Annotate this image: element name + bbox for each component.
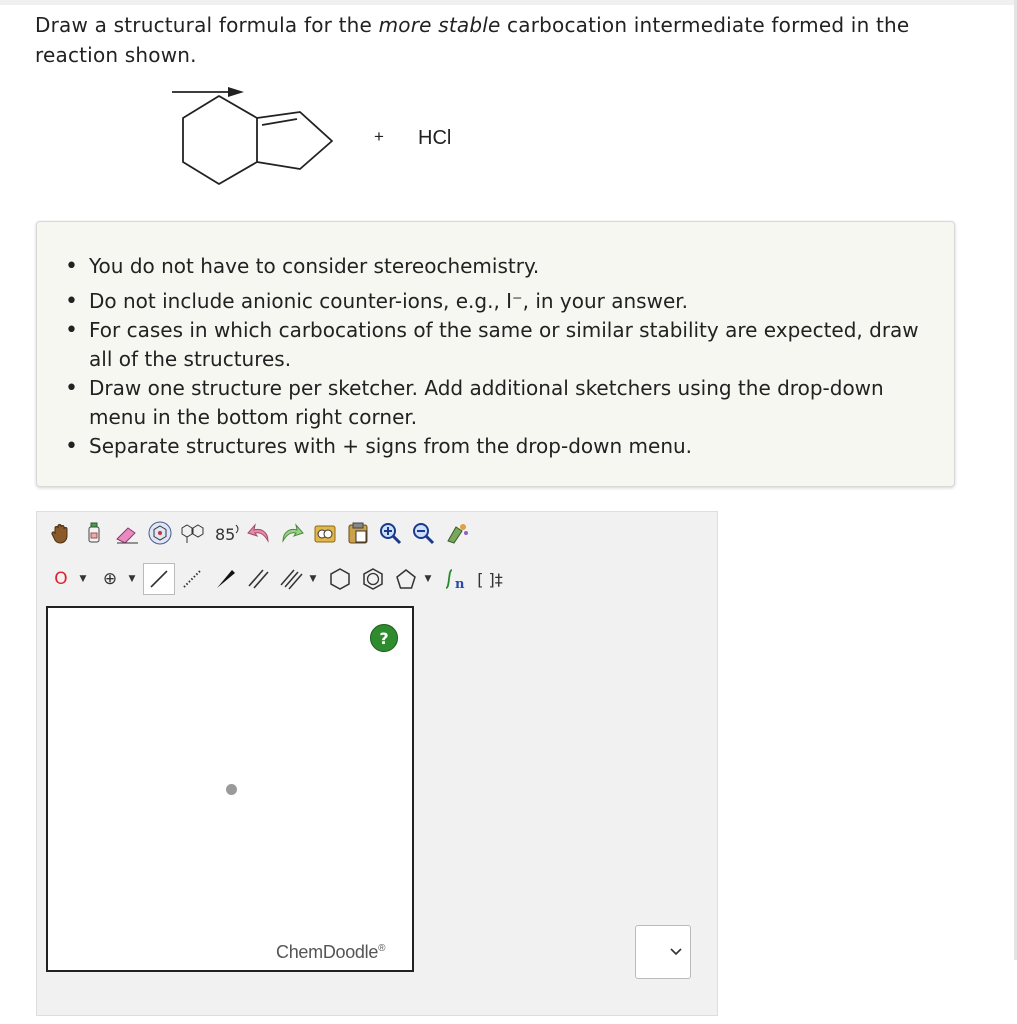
zoom-out-icon[interactable] [408,517,440,549]
bond-dropdown-icon[interactable]: ▼ [309,574,317,584]
instruction-item: • Separate structures with + signs from the drop-down menu. [89,432,919,461]
chain-template-icon[interactable] [177,517,209,549]
chemdoodle-brand [276,942,385,963]
question-text [35,10,965,70]
question-part1: Draw a structural formula for the [35,13,373,37]
plus-sign: + [374,127,384,146]
toolbar-row-1 [45,516,474,550]
cyclohexane-icon[interactable] [324,563,356,595]
instructions-panel [36,221,955,487]
toolbar-row-2 [45,562,509,596]
charge-button[interactable] [94,563,126,595]
atom-label-text: O [54,569,68,589]
benzene-icon[interactable] [357,563,389,595]
dashed-bond-icon[interactable] [176,563,208,595]
svg-text:85: 85 [215,525,236,544]
instructions-list [89,252,919,461]
top-strip [0,0,1017,5]
bracket-charge-button[interactable] [472,563,508,595]
clean-icon[interactable] [441,517,473,549]
instruction-item: • For cases in which carbocations of the same or similar stability are expected, draw all of the structures. [89,316,919,374]
undo-icon[interactable] [243,517,275,549]
chemdoodle-sketcher [36,511,718,1016]
instruction-item: • Do not include anionic counter-ions, e.g., I⁻, in your answer. [89,287,919,316]
bracket-label-text: [ ]‡ [477,569,503,589]
template-85-icon[interactable] [210,517,242,549]
add-sketcher-select[interactable] [635,925,691,979]
triple-bond-icon[interactable] [275,563,307,595]
eraser-icon[interactable] [111,517,143,549]
brand-mark: ® [378,943,386,954]
instruction-item: • Draw one structure per sketcher. Add additional sketchers using the drop-down menu in the bottom right corner. [89,374,919,432]
reaction-arrow [170,85,246,99]
cursor-dot [226,784,237,795]
copy-icon[interactable] [309,517,341,549]
question-part2: carbocation intermediate formed in the reaction shown. [35,13,910,67]
reagent-label: HCl [418,127,452,149]
reactant-structure [170,85,350,195]
single-bond-icon[interactable] [143,563,175,595]
paste-icon[interactable] [342,517,374,549]
hand-icon[interactable] [45,517,77,549]
charge-label-text: ⊕ [102,569,118,589]
reaction-scheme [170,85,590,195]
brand-text: ChemDoodle [276,942,379,962]
svg-text:n: n [455,577,465,592]
help-button[interactable]: ? [370,624,398,652]
instruction-item: • You do not have to consider stereochemistry. [89,252,919,281]
ring-template-icon[interactable] [144,517,176,549]
double-bond-icon[interactable] [242,563,274,595]
wedge-bond-icon[interactable] [209,563,241,595]
atom-label-button[interactable] [45,563,77,595]
erase-bottle-icon[interactable] [78,517,110,549]
chevron-down-icon [670,947,682,957]
drawing-canvas[interactable] [46,606,414,972]
atom-dropdown-icon[interactable]: ▼ [79,574,87,584]
zoom-in-icon[interactable] [375,517,407,549]
charge-dropdown-icon[interactable]: ▼ [128,574,136,584]
repeat-unit-icon[interactable] [439,563,471,595]
cyclopentane-icon[interactable] [390,563,422,595]
ring-dropdown-icon[interactable]: ▼ [424,574,432,584]
question-emphasis: more stable [378,13,501,37]
redo-icon[interactable] [276,517,308,549]
